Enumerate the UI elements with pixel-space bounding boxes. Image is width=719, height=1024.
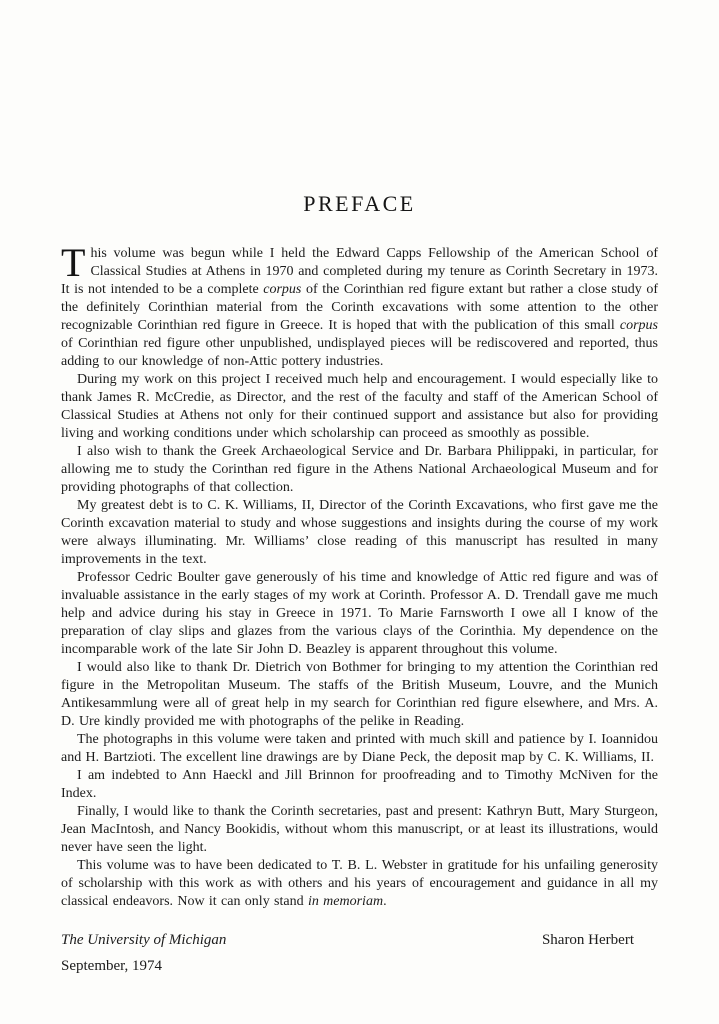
paragraph-text: his volume was begun while I held the Edward Capps Fellowship of the American School of Classical Studies at Athens in 1970 and completed during my tenure as Corinth Secretary in 1973. It is not intended to be a complete corpus of the Corinthian red figure extant but rather a close study of the definitely Corinthian material from the Corinth excavations with some attention to the other recognizable Corinthian red figure in Greece. It is hoped that with the publication of this small corpus of Corinthian red figure other unpublished, undisplayed pieces will be rediscovered and reported, thus adding to our knowledge of non-Attic pottery industries. xyxy=(61,246,658,369)
author-name: Sharon Herbert xyxy=(541,932,634,948)
paragraph: I am indebted to Ann Haeckl and Jill Brinnon for proofreading and to Timothy McNiven for the Index. xyxy=(61,768,658,801)
signature-block xyxy=(61,931,658,975)
paragraph xyxy=(61,240,658,371)
paragraph: My greatest debt is to C. K. Williams, II, Director of the Corinth Excavations, who first gave me the Corinth excavation material to study and whose suggestions and insights during the course of my work were always illuminating. Mr. Williams’ close reading of this manuscript has resulted in many improvements in the text. xyxy=(61,498,658,567)
signature-row xyxy=(61,931,658,949)
page-title: PREFACE xyxy=(303,191,416,216)
preface-body xyxy=(61,240,658,911)
paragraph: I would also like to thank Dr. Dietrich von Bothmer for bringing to my attention the Corinthian red figure in the Metropolitan Museum. The staffs of the British Museum, Louvre, and the Munich Antikesammlung were all of great help in my search for Corinthian red figure elsewhere, and Mrs. A. D. Ure kindly provided me with photographs of the pelike in Reading. xyxy=(61,660,658,729)
paragraph: During my work on this project I received much help and encouragement. I would especially like to thank James R. McCredie, as Director, and the rest of the faculty and staff of the American School of Classical Studies at Athens not only for their continued support and assistance but also for providing living and working conditions under which scholarship can proceed as smoothly as possible. xyxy=(61,372,658,441)
author-affiliation: The University of Michigan xyxy=(61,932,227,948)
paragraph: This volume was to have been dedicated to T. B. L. Webster in gratitude for his unfailing generosity of scholarship with this work as with others and his years of encouragement and guidance in all my classical endeavors. Now it can only stand in memoriam. xyxy=(61,858,658,909)
paragraph: Finally, I would like to thank the Corinth secretaries, past and present: Kathryn Butt, Mary Sturgeon, Jean MacIntosh, and Nancy Bookidis, without whom this manuscript, or at least its illustrations, would never have seen the light. xyxy=(61,804,658,855)
drop-cap: T xyxy=(61,240,86,285)
signature-date: September, 1974 xyxy=(61,958,163,974)
paragraph: I also wish to thank the Greek Archaeological Service and Dr. Barbara Philippaki, in particular, for allowing me to study the Corinthan red figure in the Athens National Archaeological Museum and for providing photographs of that collection. xyxy=(61,444,658,495)
paragraph: The photographs in this volume were taken and printed with much skill and patience by I. Ioannidou and H. Bartzioti. The excellent line drawings are by Diane Peck, the deposit map by C. K. Williams, II. xyxy=(61,732,658,765)
paragraph: Professor Cedric Boulter gave generously of his time and knowledge of Attic red figure and was of invaluable assistance in the early stages of my work at Corinth. Professor A. D. Trendall gave me much help and advice during his stay in Greece in 1971. To Marie Farnsworth I owe all I know of the preparation of clay slips and glazes from the various clays of the Corinthia. My dependence on the incomparable work of the late Sir John D. Beazley is apparent throughout this volume. xyxy=(61,570,658,657)
